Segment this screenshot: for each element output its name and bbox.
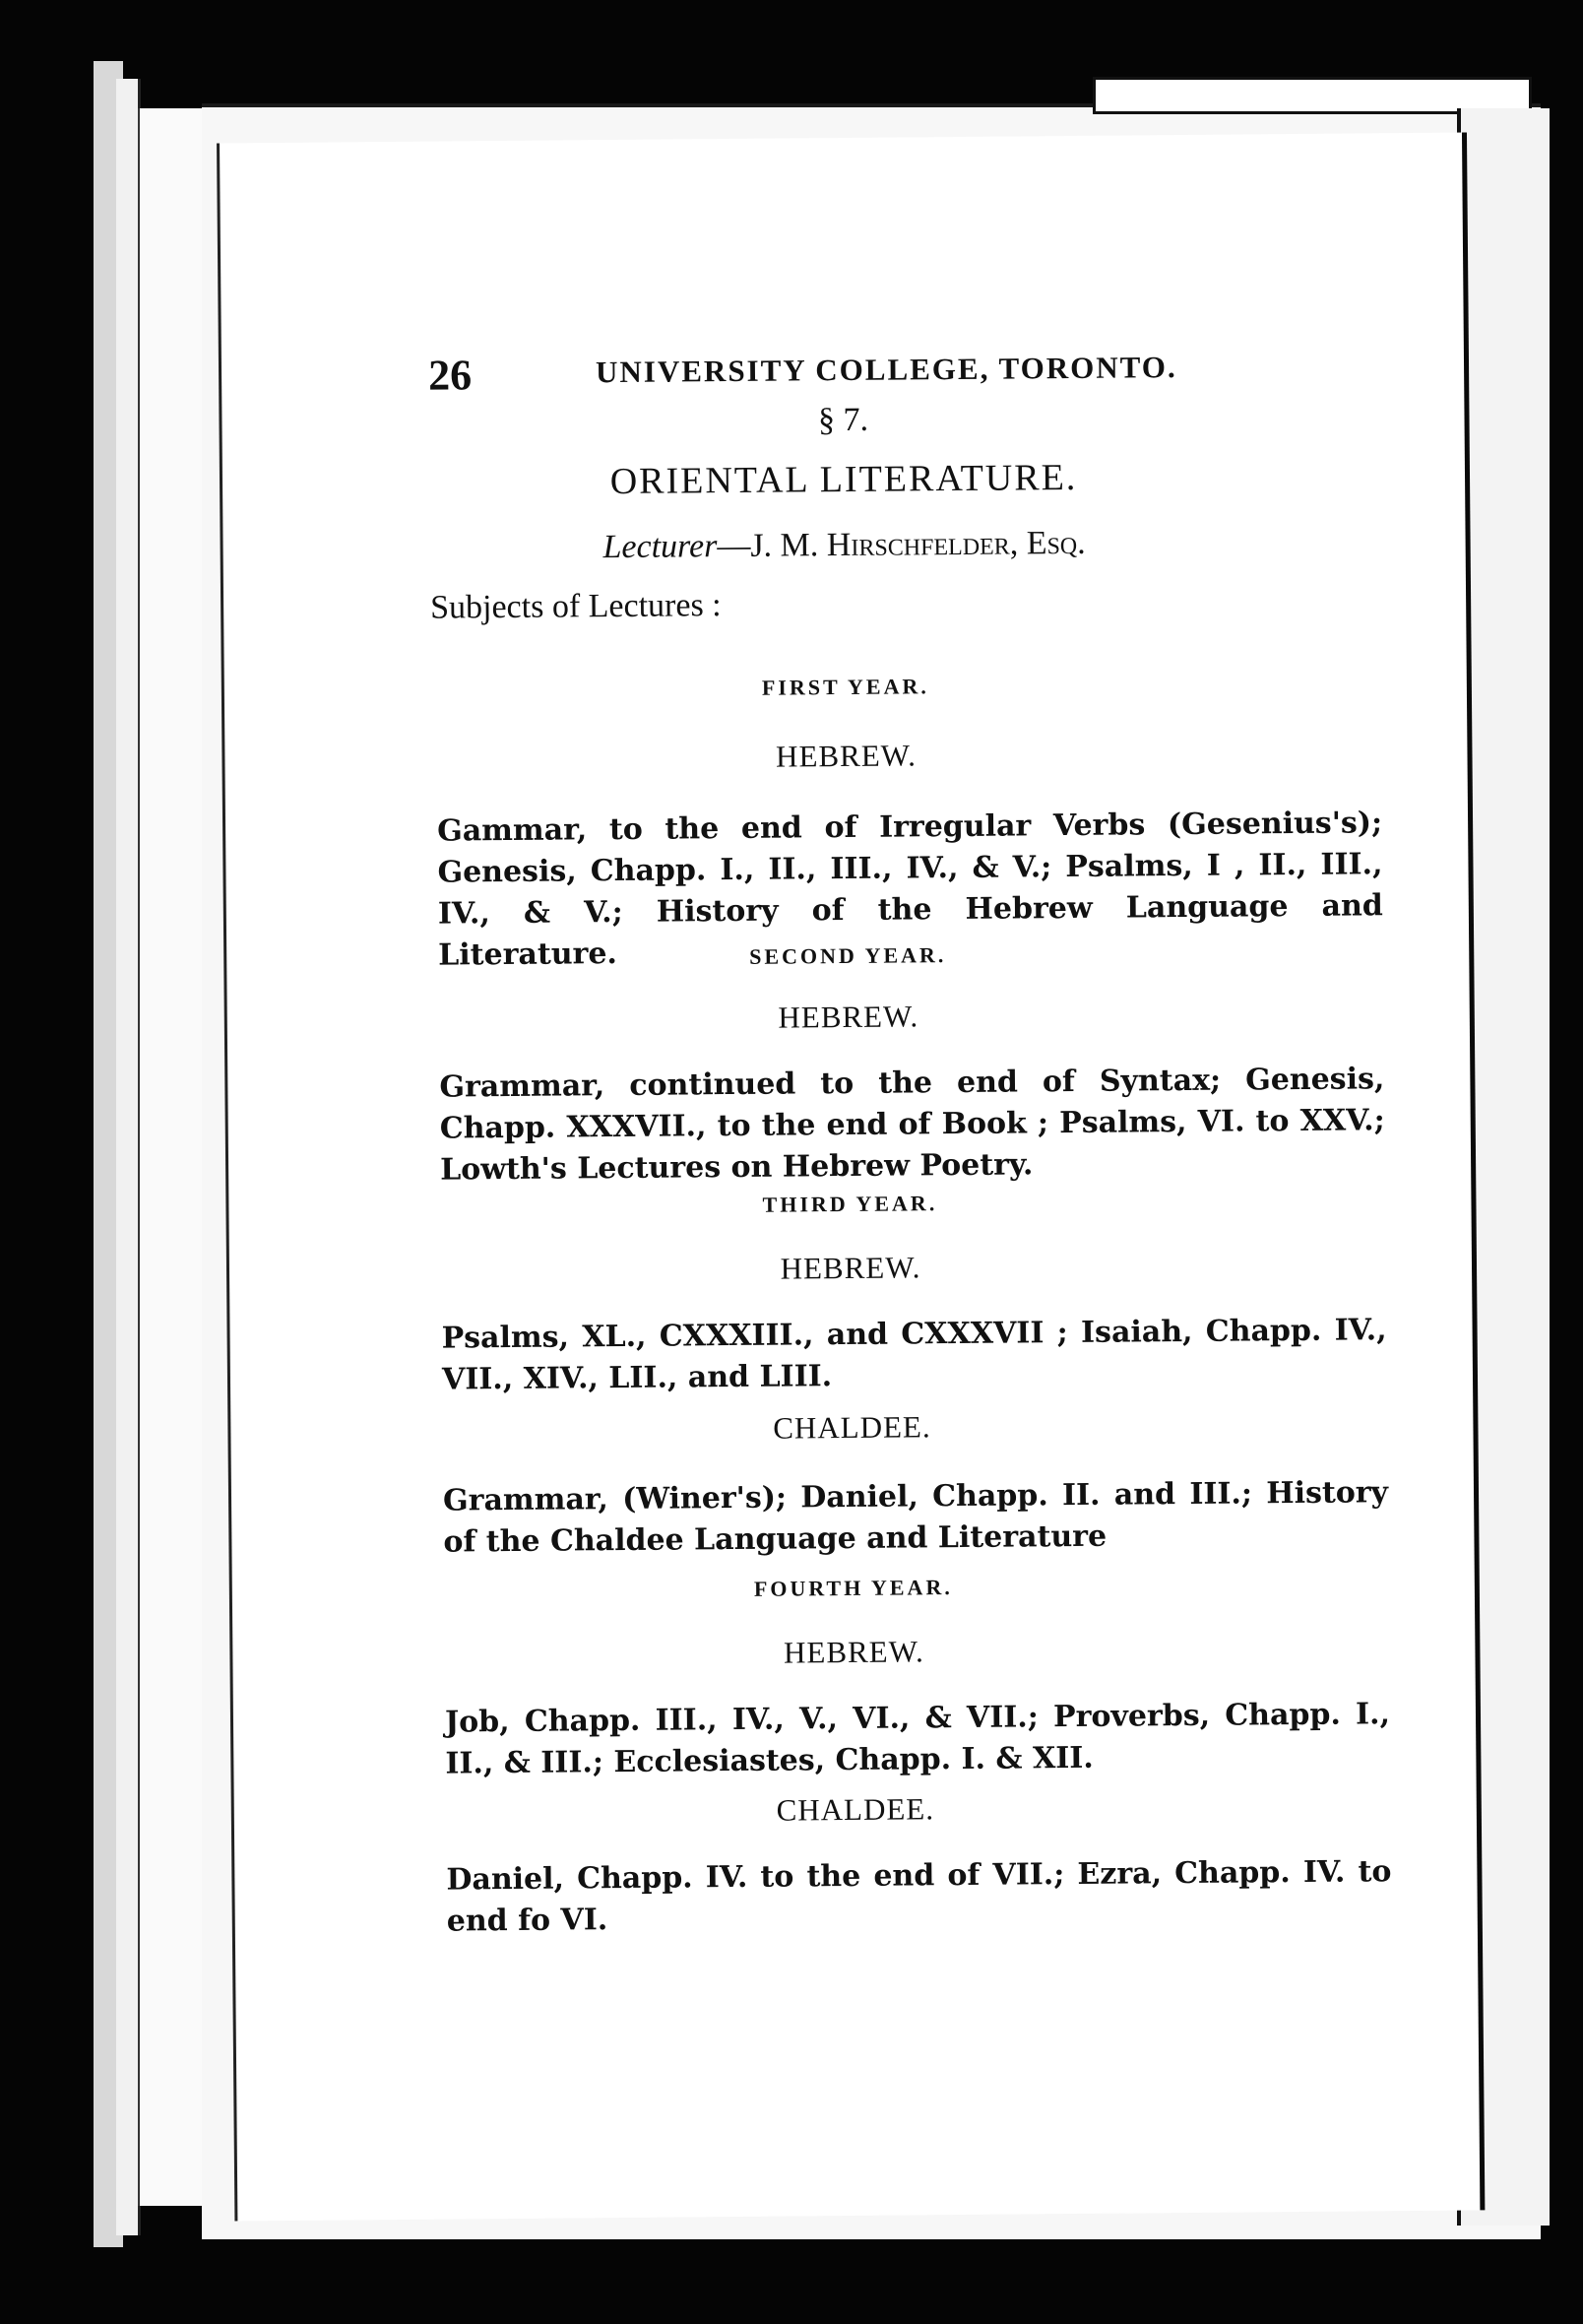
course-description: Job, Chapp. III., IV., V., VI., & VII.; Proverbs, Chapp. I., II., & III.; Ecclesiastes, Chapp. I. & XII. (444, 1697, 1391, 1781)
year-heading-fourth: FOURTH YEAR. (753, 1575, 953, 1601)
language-heading: CHALDEE. (773, 1409, 931, 1446)
subjects-heading: Subjects of Lectures : (429, 587, 722, 626)
year-heading-first: FIRST YEAR. (761, 674, 929, 700)
year-heading-third: THIRD YEAR. (762, 1191, 938, 1217)
lecturer-name: —J. M. Hirschfelder, Esq. (717, 524, 1086, 565)
language-heading: HEBREW. (778, 999, 919, 1035)
language-heading: HEBREW. (783, 1634, 924, 1670)
running-title: UNIVERSITY COLLEGE, TORONTO. (595, 350, 1177, 390)
year-heading-second: SECOND YEAR. (749, 942, 947, 969)
course-description: Grammar, continued to the end of Syntax; Genesis, Chapp. XXXVII., to the end of Book ; Psalms, VI. to XXV.; Lowth's Lectures on Hebrew Poetry. (439, 1062, 1385, 1188)
lecturer-line (222, 521, 1465, 569)
course-description: Daniel, Chapp. IV. to the end of VII.; Ezra, Chapp. IV. to end fo VI. (446, 1854, 1392, 1939)
course-description: Gammar, to the end of Irregular Verbs (Gesenius's); Genesis, Chapp. I., II., III., IV., & V.; Psalms, I , II., III., IV., & V.; History of the Hebrew Language and Literature. (436, 806, 1383, 973)
course-description: Psalms, XL., CXXXIII., and CXXXVII ; Isaiah, Chapp. IV., VII., XIV., LII., and LIII. (441, 1313, 1387, 1397)
section-number: § 7. (817, 401, 869, 439)
language-heading: CHALDEE. (776, 1791, 935, 1828)
page-number: 26 (427, 351, 473, 400)
lecturer-role: Lecturer (602, 528, 718, 566)
section-title: ORIENTAL LITERATURE. (609, 456, 1078, 503)
language-heading: HEBREW. (775, 738, 918, 774)
course-description: Grammar, (Winer's); Daniel, Chapp. II. and III.; History of the Chaldee Language and Literature (442, 1475, 1389, 1560)
language-heading: HEBREW. (780, 1250, 921, 1286)
book-page (217, 132, 1485, 2221)
